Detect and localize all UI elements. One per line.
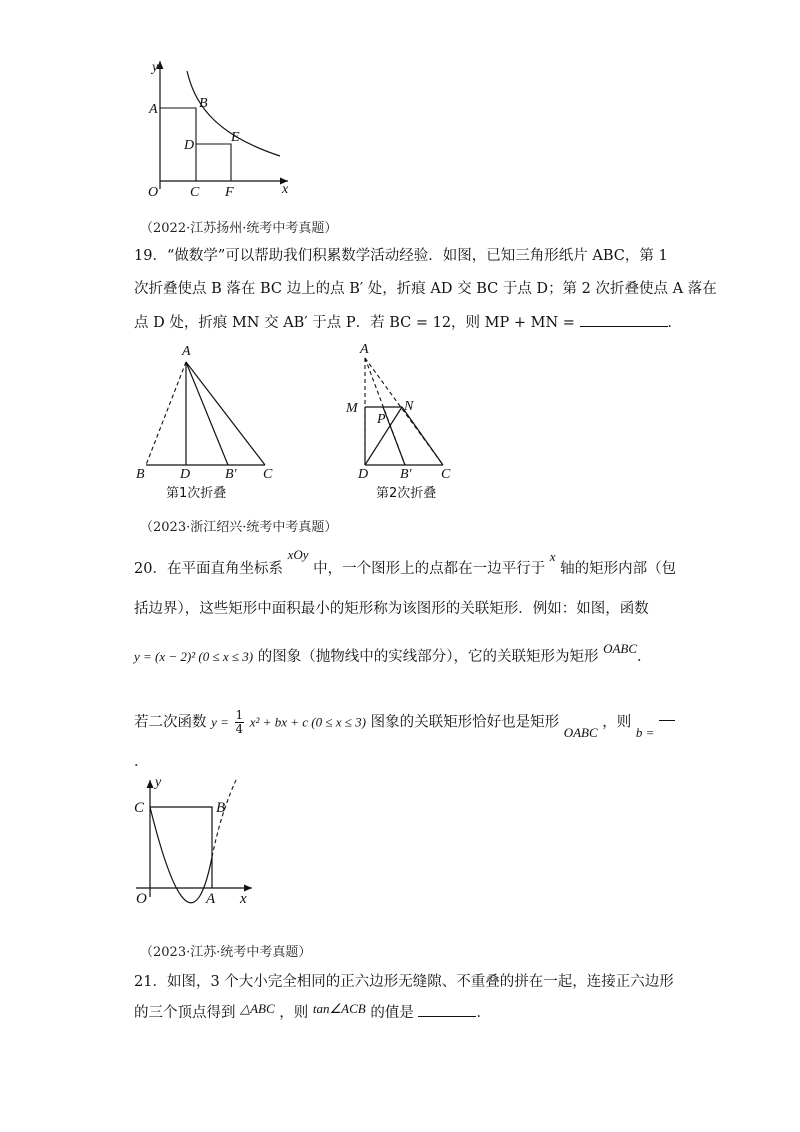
q20-line1	[134, 547, 677, 579]
q20-xoy: xOy	[287, 547, 309, 562]
q20-frac-num: 1	[235, 708, 244, 722]
q21-triangle: △ABC	[240, 1001, 275, 1016]
fig1-caption: 第1次折叠	[166, 486, 227, 501]
q20-frac-den: 4	[235, 722, 244, 736]
q20-line3-text: 的图象（抛物线中的实线部分），它的关联矩形为矩形	[257, 649, 599, 665]
fold-figure-1	[130, 340, 290, 505]
q21-line2-end: ．	[476, 1005, 491, 1021]
point-c-label: C	[190, 185, 200, 200]
q20-line5: ．	[134, 754, 149, 770]
point-a-label: A	[149, 102, 158, 117]
fig2-a-label: A	[360, 342, 369, 357]
fig1-b-label: B	[136, 467, 145, 482]
fig2-bprime-label: B′	[400, 467, 412, 482]
q21-answer-blank[interactable]	[418, 1002, 476, 1017]
hyperbola-figure	[130, 55, 300, 200]
q21-line2-b: ，则	[279, 1005, 309, 1021]
parabola-x-label: x	[240, 891, 247, 907]
q19-line3-text: 点 D 处，折痕 MN 交 AB′ 于点 P．若 BC = 12，则 MP + MN =	[134, 315, 575, 331]
fig1-a-label: A	[182, 344, 191, 359]
q20-rect-1: OABC	[603, 641, 638, 656]
parabola-b-label: B	[216, 800, 226, 816]
point-f-label: F	[225, 185, 234, 200]
q19-line2: 次折叠使点 B 落在 BC 边上的点 B′ 处，折痕 AD 交 BC 于点 D；第 2 次折叠使点 A 落在	[134, 281, 717, 297]
q20-formula-1: y = (x − 2)² (0 ≤ x ≤ 3)	[134, 649, 254, 664]
q20-fraction	[235, 709, 245, 736]
q20-formula-2-pre: y =	[211, 714, 229, 730]
q20-line2: 括边界），这些矩形中面积最小的矩形称为该图形的关联矩形．例如：如图，函数	[134, 601, 649, 617]
x-axis-label: x	[282, 182, 289, 197]
fig2-c-label: C	[441, 467, 451, 482]
point-e-label: E	[231, 130, 240, 145]
parabola-a-label: A	[206, 891, 216, 907]
q20-x: x	[549, 549, 556, 564]
q20-line4-a: 若二次函数	[134, 714, 207, 731]
fig2-caption: 第2次折叠	[376, 486, 437, 501]
q19-line3	[134, 312, 682, 333]
q19-line3-end: ．	[667, 315, 683, 331]
q20-line1-a: 20．在平面直角坐标系	[134, 561, 283, 577]
q21-tan: tan∠ACB	[312, 1001, 366, 1016]
q21-line2-c: 的值是	[370, 1005, 414, 1021]
parabola-figure	[130, 772, 260, 912]
q20-line4-text: 图象的关联矩形恰好也是矩形	[370, 714, 560, 731]
fig2-p-label: P	[377, 412, 386, 427]
point-d-label: D	[184, 138, 195, 153]
parabola-c-label: C	[134, 800, 145, 816]
q20-line1-b: 中，一个图形上的点都在一边平行于	[313, 561, 546, 577]
q21-source: （2023·江苏·统考中考真题）	[140, 945, 312, 960]
q21-line2-a: 的三个顶点得到	[134, 1005, 236, 1021]
q20-formula-2-post: x² + bx + c (0 ≤ x ≤ 3)	[249, 714, 366, 730]
y-axis-label: y	[152, 60, 159, 75]
q20-source: （2023·浙江绍兴·统考中考真题）	[140, 520, 338, 535]
q19-line1: 19．“做数学”可以帮助我们积累数学活动经验．如图，已知三角形纸片 ABC，第 1	[134, 248, 668, 264]
parabola-o-label: O	[136, 891, 147, 907]
fig1-c-label: C	[263, 467, 273, 482]
q20-line3-end: ．	[637, 649, 652, 665]
q20-line4-end: ，则	[602, 714, 632, 731]
fig2-d-label: D	[358, 467, 369, 482]
fig1-d-label: D	[180, 467, 191, 482]
fig2-n-label: N	[404, 399, 414, 414]
q21-line2	[134, 1002, 491, 1023]
q20-line1-c: 轴的矩形内部（包	[560, 561, 677, 577]
q20-line4	[134, 708, 675, 740]
q20-b-label: b =	[635, 724, 655, 740]
parabola-y-label: y	[155, 775, 162, 790]
q20-answer-blank[interactable]	[659, 719, 675, 721]
fold-figure-2	[340, 340, 480, 505]
q19-source: （2022·江苏扬州·统考中考真题）	[140, 221, 338, 236]
fig2-m-label: M	[346, 401, 358, 416]
q21-line1: 21．如图，3 个大小完全相同的正六边形无缝隙、不重叠的拼在一起，连接正六边形	[134, 974, 674, 990]
q20-line3	[134, 641, 652, 667]
q20-rect-2: OABC	[563, 724, 598, 740]
origin-label: O	[148, 185, 159, 200]
fig1-bprime-label: B′	[225, 467, 237, 482]
q19-answer-blank[interactable]	[580, 312, 668, 327]
point-b-label: B	[199, 96, 208, 111]
